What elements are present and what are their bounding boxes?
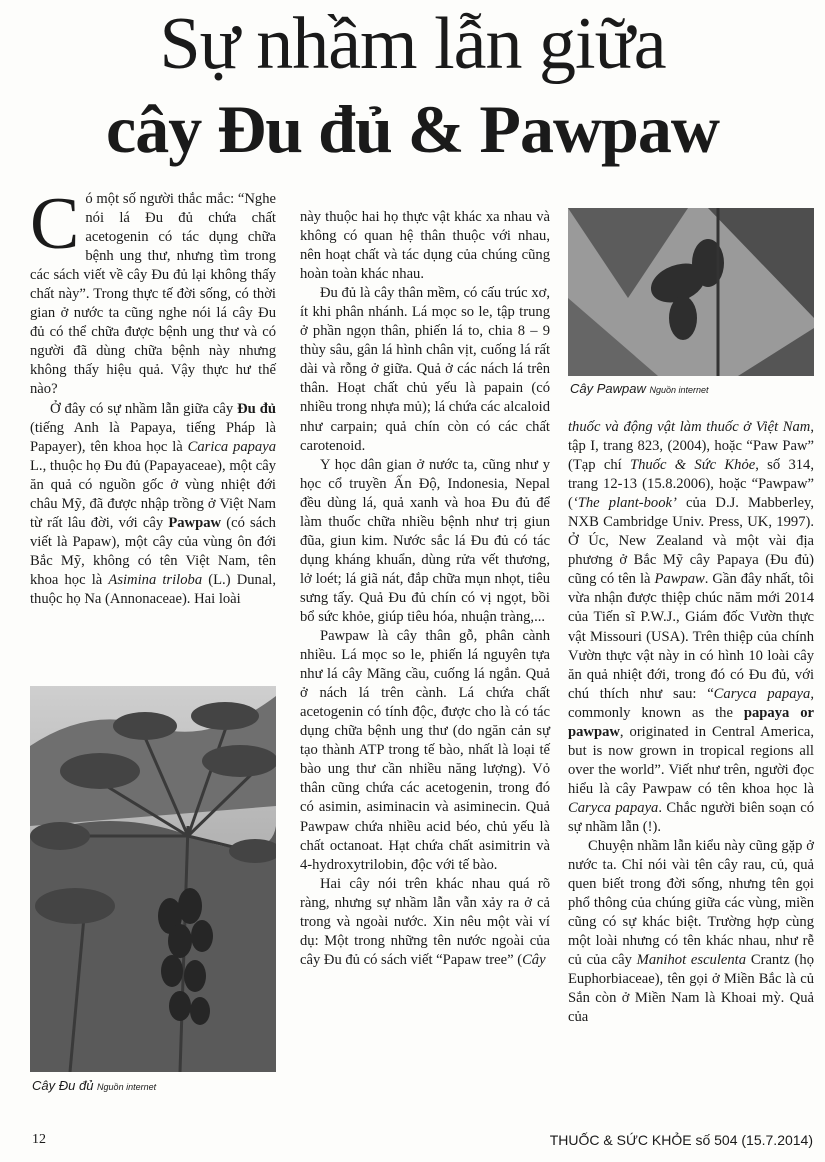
paragraph: Ở đây có sự nhầm lẫn giữa cây Đu đủ (tiếng Anh là Papaya, tiếng Pháp là Papayer), tên khoa học là Carica papaya L., thuộc họ Đu đủ (Papayaceae), một cây ăn quả có nguồn gốc ở vùng nhiệt đới châu Mỹ, đã được nhập trồng ở Việt Nam từ rất lâu đời, với cây Pawpaw (có sách viết là Papaw), một cây của vùng ôn đới Bắc Mỹ, không có tên Việt Nam, tên khoa học là Asimina triloba (L.) Dunal, thuộc họ Na (Annonaceae). Hai loài: [30, 400, 277, 607]
intro-paragraph: [30, 183, 276, 400]
column-2: [300, 208, 550, 970]
page-number: 12: [32, 1132, 46, 1147]
magazine-footer: THUỐC & SỨC KHỎE số 504 (15.7.2014): [549, 1132, 813, 1148]
headline-line-1: Sự nhầm lẫn giữa: [159, 3, 666, 85]
pawpaw-tree-photo: [568, 208, 814, 376]
column-1: [30, 183, 277, 609]
papaya-tree-photo: [30, 686, 276, 1072]
drop-cap: C: [30, 183, 80, 265]
paragraph: Đu đủ là cây thân mềm, có cấu trúc xơ, ít khi phân nhánh. Lá mọc so le, tập trung ở phần ngọn thân, phiến lá to, chia 8 – 9 thùy sâu, gân lá hình chân vịt, cuống lá rất dài và rỗng ở giữa. Quả ở các nách lá trên thân. Hoạt chất chủ yếu là papain (có nhiều trong nhựa mủ); lá chứa các alcaloid như carpain; quả chín còn có các chất carotenoid.: [300, 285, 550, 454]
column-3: [568, 418, 814, 1028]
paragraph: Hai cây nói trên khác nhau quá rõ ràng, nhưng sự nhầm lẫn vẫn xảy ra ở cả trong và ngoài nước. Xin nêu một vài ví dụ: Một trong những tên nước ngoài của cây Đu đủ có sách viết “Papaw tree” (Cây: [300, 875, 550, 968]
paragraph: thuốc và động vật làm thuốc ở Việt Nam, tập I, trang 823, (2004), hoặc “Paw Paw” (Tạp chí Thuốc & Sức Khỏe, số 314, trang 12-13 (15.8.2006), hoặc “Pawpaw” (‘The plant-book’ của D.J. Mabberley, NXB Cambridge Univ. Press, UK, 1997). Ở Úc, New Zealand và một vài địa phương ở Bắc Mỹ cây Papaya (Đu đủ) cũng có tên là Pawpaw. Gần đây nhất, tôi vừa nhận được thiệp chúc năm mới 2014 của Tiến sĩ P.W.J., Giám đốc Vườn thực vật Missouri (USA). Trên thiệp của chính Vườn thực vật này in có hình 10 loài cây ăn quả nhiệt đới, trong đó có Đu đủ, với chú thích như sau: “Caryca papaya, commonly known as the papaya or pawpaw, originated in Central America, but is now grown in tropical regions all over the world”. Viết như trên, người đọc hiểu là cây Pawpaw có tên khoa học là Caryca papaya. Chắc người biên soạn có sự nhầm lẫn (!).: [568, 419, 815, 835]
headline-line-2: cây Đu đủ & Pawpaw: [106, 91, 719, 167]
papaya-caption: Cây Đu đủ Nguồn internet: [32, 1078, 157, 1093]
paragraph: Pawpaw là cây thân gỗ, phân cành nhiều. Lá mọc so le, phiến lá nguyên tựa như lá cây Mãng cầu, cuống lá ngắn. Quả ở nách lá trên cành. Lá chứa chất acetogenin có tính độc, được cho là có tác dụng chữa bệnh ung thư (do ngăn cản sự tạo thành ATP trong tế bào, nhất là loại tế bào ung thư cần nhiều năng lượng). Vỏ thân cũng chứa các acetogenin, trong đó có asimin, asiminacin và asiminecin. Quả Pawpaw chứa nhiều acid béo, chủ yếu là chất octanoat. Hạt chứa chất asimitrin và 4-hydroxytrilobin, độc với tế bào.: [300, 628, 550, 873]
intro-text: ó một số người thắc mắc: “Nghe nói lá Đu đủ chứa chất acetogenin có tác dụng chữa bệnh ung thư, nhưng tìm trong các sách viết về cây Đu đủ lại không thấy chất này”. Trong thực tế đời sống, có thời gian ở nước ta cũng nghe nói lá cây Đu đủ có thể chữa được bệnh ung thư và có người đã dùng chữa bệnh này nhưng không thấy hiệu quả. Vậy thực hư thế nào?: [30, 191, 276, 398]
paragraph: Chuyện nhầm lẫn kiểu này cũng gặp ở nước ta. Chỉ nói vài tên cây rau, củ, quả quen biết trong đời sống, nhưng tên gọi phổ thông của chúng giữa các vùng, miền cũng có sự khác biệt. Trường hợp cùng một loài nhưng có tên khác nhau, như rễ củ của cây Manihot esculenta Crantz (họ Euphorbiaceae), tên gọi ở Miền Bắc là củ Sắn còn ở Miền Nam là Khoai mỳ. Quả của: [568, 838, 814, 1026]
pawpaw-caption: Cây Pawpaw Nguồn internet: [570, 381, 709, 396]
paragraph: này thuộc hai họ thực vật khác xa nhau và không có quan hệ thân thuộc với nhau, nên hoạt chất và tác dụng của chúng cũng hoàn toàn khác nhau.: [300, 209, 550, 283]
paragraph: Y học dân gian ở nước ta, cũng như y học cổ truyền Ấn Độ, Indonesia, Nepal đều dùng lá, quả xanh và hoa Đu đủ để làm thuốc chữa nhiều bệnh như trị giun đũa, giun kim. Nước sắc lá Đu đủ có tác dụng kháng khuẩn, dùng rửa vết thương, lở loét; lá giã nát, đắp chữa mụn nhọt, tiêu sưng tấy. Quả Đu đủ chín có vị ngọt, bồi bổ sức khỏe, giúp tiêu hóa, nhuận tràng,...: [300, 456, 550, 625]
